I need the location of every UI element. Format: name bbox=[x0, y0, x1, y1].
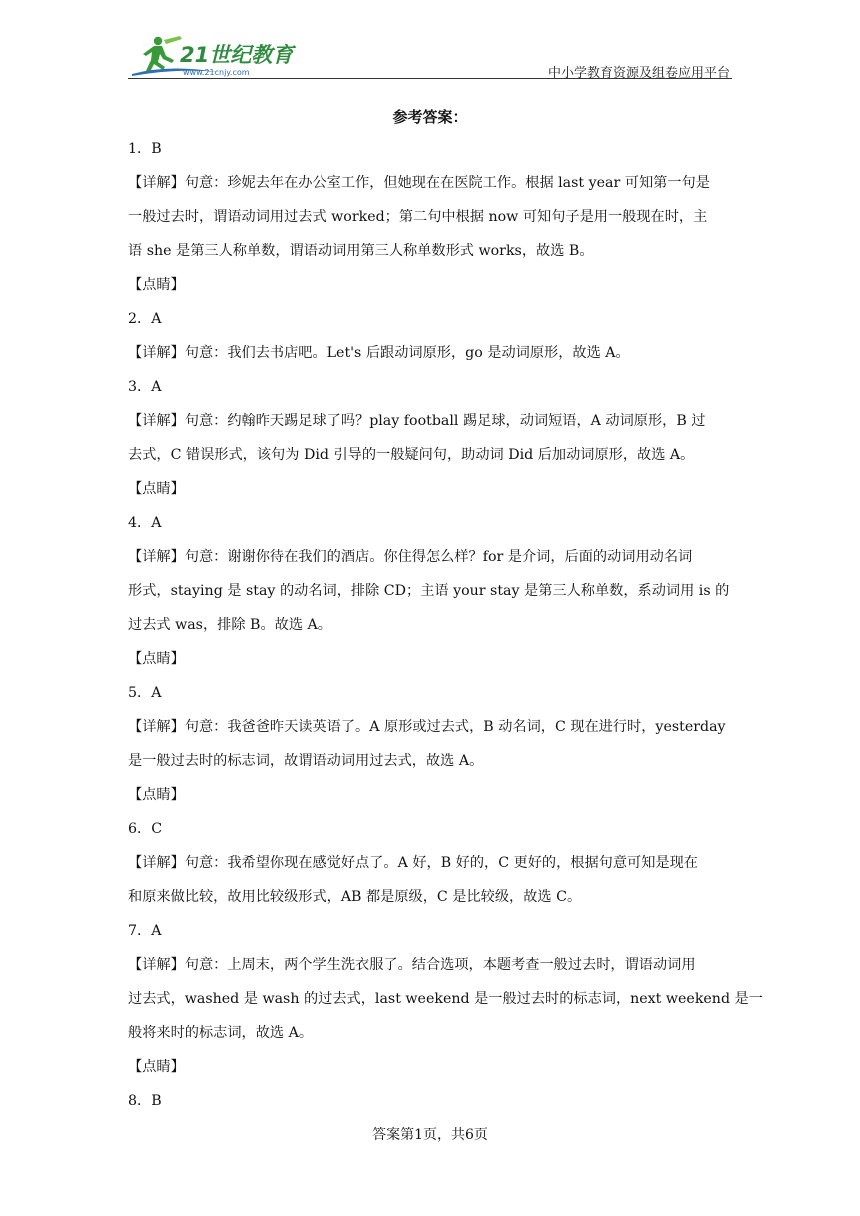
answer-line: 般将来时的标志词，故选 A。 bbox=[128, 1025, 314, 1041]
answer-line: 6．C bbox=[128, 821, 163, 837]
runner-icon bbox=[143, 36, 182, 72]
answer-line: 7．A bbox=[128, 923, 162, 939]
logo-text: 21世纪教育 bbox=[180, 43, 294, 67]
page-header bbox=[128, 30, 732, 80]
answer-line: 1．B bbox=[128, 141, 162, 157]
answer-line: 4．A bbox=[128, 515, 162, 531]
answer-line: 【详解】句意：我希望你现在感觉好点了。A 好，B 好的，C 更好的，根据句意可知是现在 bbox=[128, 855, 698, 871]
answer-line: 【详解】句意：我爸爸昨天读英语了。A 原形或过去式，B 动名词，C 现在进行时，yesterday bbox=[128, 719, 726, 735]
answer-line: 是一般过去时的标志词，故谓语动词用过去式，故选 A。 bbox=[128, 753, 484, 769]
answer-line: 【详解】句意：我们去书店吧。Let's 后跟动词原形，go 是动词原形，故选 A。 bbox=[128, 345, 630, 361]
answer-content bbox=[128, 132, 763, 1118]
answer-line: 2．A bbox=[128, 311, 162, 327]
logo-url: www.21cnjy.com bbox=[183, 68, 250, 77]
answer-line: 去式，C 错误形式，该句为 Did 引导的一般疑问句，助动词 Did 后加动词原形，故选 A。 bbox=[128, 447, 695, 463]
answer-line: 【详解】句意：上周末，两个学生洗衣服了。结合选项，本题考查一般过去时，谓语动词用 bbox=[128, 957, 696, 973]
page-footer: 答案第1页，共6页 bbox=[372, 1127, 488, 1143]
site-logo bbox=[128, 34, 298, 78]
answer-line: 形式，staying 是 stay 的动名词，排除 CD；主语 your stay 是第三人称单数，系动词用 is 的 bbox=[128, 583, 730, 599]
answer-line: 过去式 was，排除 B。故选 A。 bbox=[128, 617, 332, 633]
page-title: 参考答案： bbox=[392, 108, 468, 126]
answer-line: 【详解】句意：约翰昨天踢足球了吗？play football 踢足球，动词短语，A 动词原形，B 过 bbox=[128, 413, 706, 429]
answer-line: 【详解】句意：谢谢你待在我们的酒店。你住得怎么样？for 是介词，后面的动词用动名词 bbox=[128, 549, 693, 565]
answer-line: 【点睛】 bbox=[128, 277, 185, 293]
answer-line: 过去式，washed 是 wash 的过去式，last weekend 是一般过去时的标志词，next weekend 是一 bbox=[128, 991, 763, 1007]
answer-line: 一般过去时，谓语动词用过去式 worked；第二句中根据 now 可知句子是用一般现在时，主 bbox=[128, 209, 708, 225]
answer-line: 5．A bbox=[128, 685, 162, 701]
answer-line: 【点睛】 bbox=[128, 787, 185, 803]
header-divider bbox=[128, 78, 732, 79]
platform-label: 中小学教育资源及组卷应用平台 bbox=[547, 66, 730, 81]
answer-line: 【点睛】 bbox=[128, 651, 185, 667]
answer-line: 3．A bbox=[128, 379, 162, 395]
answer-line: 【详解】句意：珍妮去年在办公室工作，但她现在在医院工作。根据 last year 可知第一句是 bbox=[128, 175, 710, 191]
answer-line: 语 she 是第三人称单数，谓语动词用第三人称单数形式 works，故选 B。 bbox=[128, 243, 594, 259]
answer-line: 8．B bbox=[128, 1093, 162, 1109]
answer-line: 和原来做比较，故用比较级形式，AB 都是原级，C 是比较级，故选 C。 bbox=[128, 889, 582, 905]
answer-line: 【点睛】 bbox=[128, 481, 185, 497]
answer-line: 【点睛】 bbox=[128, 1059, 185, 1075]
